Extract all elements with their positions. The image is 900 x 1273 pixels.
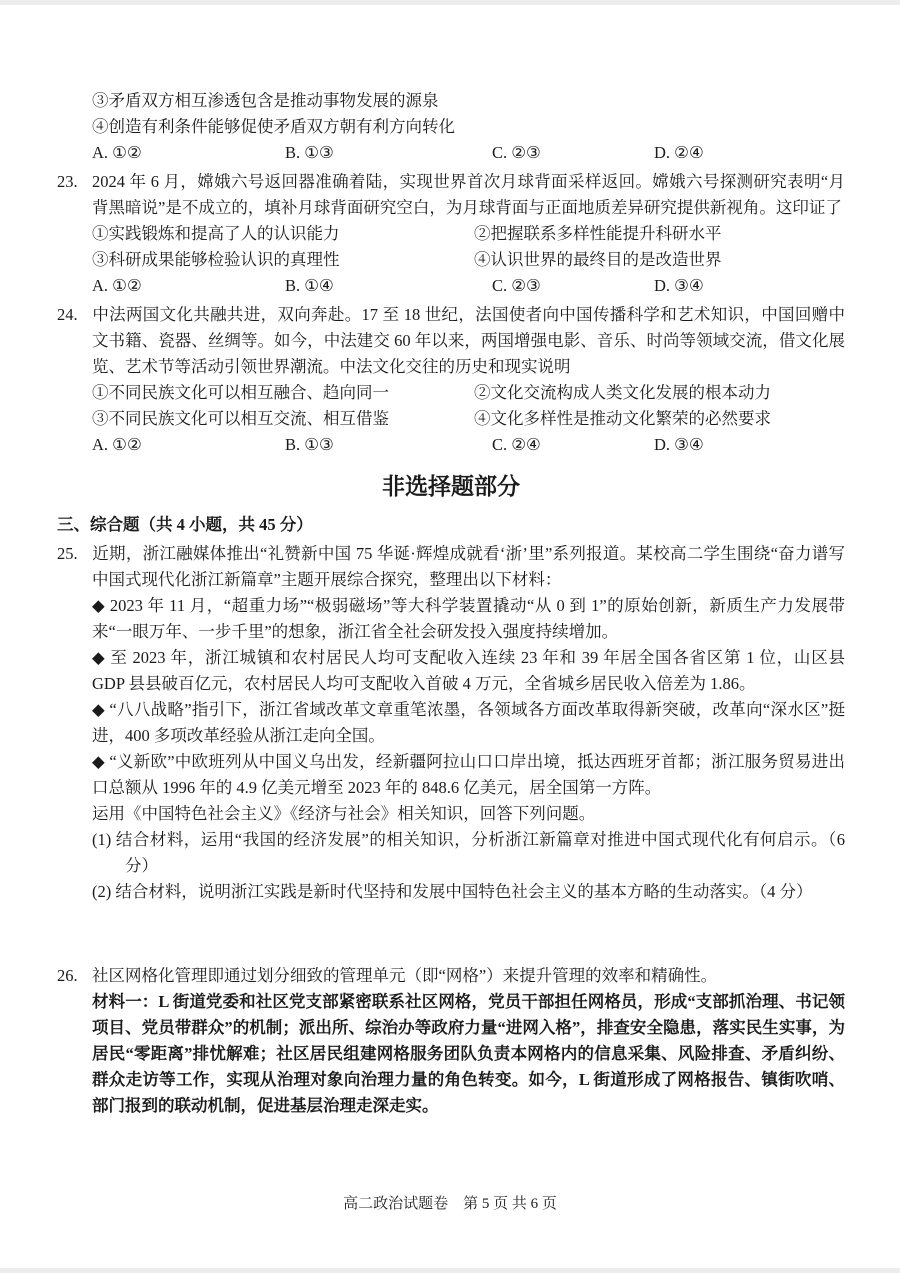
answer-option-c: C. ②③: [492, 276, 541, 295]
question-23: [57, 169, 845, 299]
scan-edge-top: [0, 0, 900, 5]
statement-3: ③不同民族文化可以相互交流、相互借鉴: [92, 409, 389, 428]
bullet-paragraph-2: ◆ 至 2023 年，浙江城镇和农村居民人均可支配收入连续 23 年和 39 年居全国各省区第 1 位，山区县 GDP 县县破百亿元，农村居民人均可支配收入首破 4 万元，全省城乡居民收入倍差为 1.86。: [92, 648, 845, 693]
question-25-text: 近期，浙江融媒体推出“礼赞新中国 75 华诞·辉煌成就看‘浙’里”系列报道。某校高二学生围绕“奋力谱写中国式现代化浙江新篇章”主题开展综合探究，整理出以下材料：: [92, 544, 845, 589]
question-26-text: 社区网格化管理即通过划分细致的管理单元（即“网格”）来提升管理的效率和精确性。: [92, 966, 718, 985]
instruction-line: 运用《中国特色社会主义》《经济与社会》相关知识，回答下列问题。: [92, 804, 596, 823]
question-23-text: 2024 年 6 月，嫦娥六号返回器准确着陆，实现世界首次月球背面采样返回。嫦娥六号探测研究表明“月背黑暗说”是不成立的，填补月球背面研究空白，为月球背面与正面地质差异研究提供新视角。这印证了: [92, 172, 845, 217]
statement-1: ①实践锻炼和提高了人的认识能力: [92, 224, 340, 243]
answer-option-c: C. ②④: [492, 435, 541, 454]
question-23-number: 23.: [57, 172, 78, 191]
answer-row: [92, 432, 845, 458]
question-23-stem: [57, 169, 845, 221]
answer-row: [92, 140, 845, 166]
statement-4: ④文化多样性是推动文化繁荣的必然要求: [474, 409, 771, 428]
statements-grid: [92, 380, 845, 432]
question-25: [57, 541, 845, 905]
answer-row: [92, 273, 845, 299]
sub-question-1: (1) 结合材料，运用“我国的经济发展”的相关知识，分析浙江新篇章对推进中国式现代化有何启示。（6 分）: [92, 830, 845, 875]
question-25-number: 25.: [57, 544, 78, 563]
material-paragraph: 材料一：L 街道党委和社区党支部紧密联系社区网格，党员干部担任网格员，形成“支部抓治理、书记领项目、党员带群众”的机制；派出所、综治办等政府力量“进网入格”，排查安全隐患，落实民生实事，为居民“零距离”排忧解难；社区居民组建网格服务团队负责本网格内的信息采集、风险排查、矛盾纠纷、群众走访等工作，实现从治理对象向治理力量的角色转变。如今，L 街道形成了网格报告、镇街吹哨、部门报到的联动机制，促进基层治理走深走实。: [92, 992, 845, 1115]
bullet-paragraph-1: ◆ 2023 年 11 月，“超重力场”“极弱磁场”等大科学装置撬动“从 0 到 1”的原始创新，新质生产力发展带来“一眼万年、一步千里”的想象，浙江省全社会研发投入强度持续增加。: [92, 596, 845, 641]
statement-4: ④认识世界的最终目的是改造世界: [474, 250, 722, 269]
answer-option-d: D. ③④: [654, 435, 704, 454]
page-footer: 高二政治试题卷 第 5 页 共 6 页: [343, 1196, 557, 1212]
answer-option-a: A. ①②: [92, 276, 142, 295]
answer-option-b: B. ①③: [285, 143, 334, 162]
answer-option-d: D. ③④: [654, 276, 704, 295]
answer-option-b: B. ①③: [285, 435, 334, 454]
answer-option-d: D. ②④: [654, 143, 704, 162]
section-heading: 非选择题部分: [382, 474, 520, 499]
statement-3: ③科研成果能够检验认识的真理性: [92, 250, 340, 269]
question-25-stem: [57, 541, 845, 593]
option-statement: ④创造有利条件能够促使矛盾双方朝有利方向转化: [92, 117, 455, 136]
scan-edge-bottom: [0, 1268, 900, 1273]
answer-option-a: A. ①②: [92, 143, 142, 162]
answer-option-a: A. ①②: [92, 435, 142, 454]
question-26-number: 26.: [57, 966, 78, 985]
question-24-text: 中法两国文化共融共进，双向奔赴。17 至 18 世纪，法国使者向中国传播科学和艺术知识，中国回赠中文书籍、瓷器、丝绸等。如今，中法建交 60 年以来，两国增强电影、音乐、时尚等领域交流，借文化展览、艺术节等活动引领世界潮流。中法文化交往的历史和现实说明: [92, 305, 845, 376]
answer-option-b: B. ①④: [285, 276, 334, 295]
statement-1: ①不同民族文化可以相互融合、趋向同一: [92, 383, 389, 402]
statement-2: ②把握联系多样性能提升科研水平: [474, 224, 722, 243]
question-26-stem: [57, 963, 845, 989]
section-subheading: 三、综合题（共 4 小题，共 45 分）: [57, 515, 313, 534]
bullet-paragraph-3: ◆ “八八战略”指引下，浙江省域改革文章重笔浓墨，各领域各方面改革取得新突破，改革向“深水区”挺进，400 多项改革经验从浙江走向全国。: [92, 700, 845, 745]
option-statement: ③矛盾双方相互渗透包含是推动事物发展的源泉: [92, 91, 439, 110]
question-26: [57, 963, 845, 1119]
question-24: [57, 302, 845, 458]
answer-option-c: C. ②③: [492, 143, 541, 162]
question-22-partial: [57, 88, 845, 166]
question-24-stem: [57, 302, 845, 380]
bullet-paragraph-4: ◆ “义新欧”中欧班列从中国义乌出发，经新疆阿拉山口口岸出境，抵达西班牙首都；浙江服务贸易进出口总额从 1996 年的 4.9 亿美元增至 2023 年的 848.6 亿美元，居全国第一方阵。: [92, 752, 845, 797]
statements-grid: [92, 221, 845, 273]
sub-question-2: (2) 结合材料，说明浙江实践是新时代坚持和发展中国特色社会主义的基本方略的生动落实。（4 分）: [92, 882, 813, 901]
question-24-number: 24.: [57, 305, 78, 324]
statement-2: ②文化交流构成人类文化发展的根本动力: [474, 383, 771, 402]
